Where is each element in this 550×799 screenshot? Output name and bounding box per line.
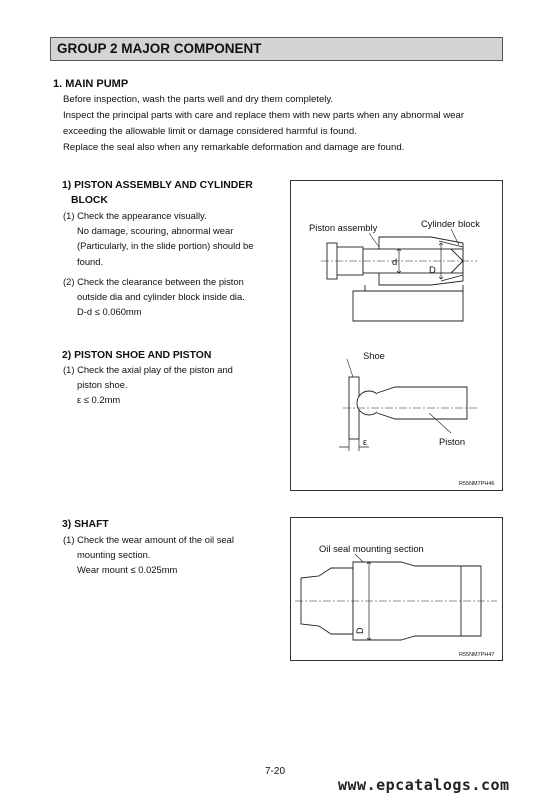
label-D: D (355, 627, 365, 634)
section-title-shaft: 3) SHAFT (62, 519, 109, 530)
label-d: d (392, 256, 398, 267)
figure-shaft-diagram (290, 517, 503, 661)
section-title-line: 1) PISTON ASSEMBLY AND CYLINDER (62, 180, 253, 191)
item-line: outside dia and cylinder block inside dia. (77, 291, 245, 303)
intro-line: Replace the seal also when any remarkable deformation and damage are found. (63, 142, 405, 153)
label-piston: Piston (439, 436, 466, 447)
label-oil-seal: Oil seal mounting section (319, 543, 424, 554)
shaft-diagram-drawing (291, 518, 502, 660)
check-item-wear (63, 532, 266, 578)
item-line: found. (77, 255, 104, 267)
item-line: (1) Check the axial play of the piston and (63, 364, 233, 375)
item-line: No damage, scouring, abnormal wear (77, 225, 234, 237)
figure-code: R55NM7PH46 (459, 481, 495, 487)
item-line: Wear mount ≤ 0.025mm (77, 564, 178, 576)
label-cylinder-block: Cylinder block (421, 218, 480, 229)
check-item-axial-play (63, 362, 266, 408)
intro-line: Before inspection, wash the parts well and dry them completely. (63, 94, 334, 105)
piston-diagram-drawing (291, 181, 502, 490)
watermark: www.epcatalogs.com (338, 776, 510, 794)
intro-paragraph (63, 92, 508, 156)
item-line: (1) Check the wear amount of the oil seal (63, 534, 234, 545)
label-D: D (429, 264, 436, 275)
intro-line: Inspect the principal parts with care and replace them with new parts when any abnormal wear (63, 110, 465, 121)
section-heading-main-pump: 1. MAIN PUMP (53, 78, 129, 90)
section-title-line: BLOCK (71, 195, 108, 206)
item-line: ε ≤ 0.2mm (77, 394, 121, 406)
item-line: D-d ≤ 0.060mm (77, 306, 142, 318)
item-line: (2) Check the clearance between the piston (63, 276, 244, 287)
page-title: GROUP 2 MAJOR COMPONENT (50, 37, 503, 61)
section-title-piston-assembly (62, 178, 253, 208)
page-number: 7-20 (265, 766, 286, 777)
figure-code: R55NM7PH47 (459, 652, 495, 658)
label-shoe: Shoe (363, 350, 385, 361)
label-piston-assembly: Piston assembly (309, 222, 378, 233)
item-line: (Particularly, in the slide portion) should be (77, 240, 254, 252)
item-line: (1) Check the appearance visually. (63, 210, 207, 221)
intro-line: exceeding the allowable limit or damage considered harmful is found. (63, 126, 357, 137)
label-epsilon: ε (363, 437, 368, 447)
item-line: piston shoe. (77, 379, 128, 391)
figure-piston-diagram (290, 180, 503, 491)
check-item-clearance (63, 274, 266, 320)
check-item-appearance (63, 208, 266, 269)
item-line: mounting section. (77, 549, 151, 561)
section-title-piston-shoe: 2) PISTON SHOE AND PISTON (62, 350, 212, 361)
